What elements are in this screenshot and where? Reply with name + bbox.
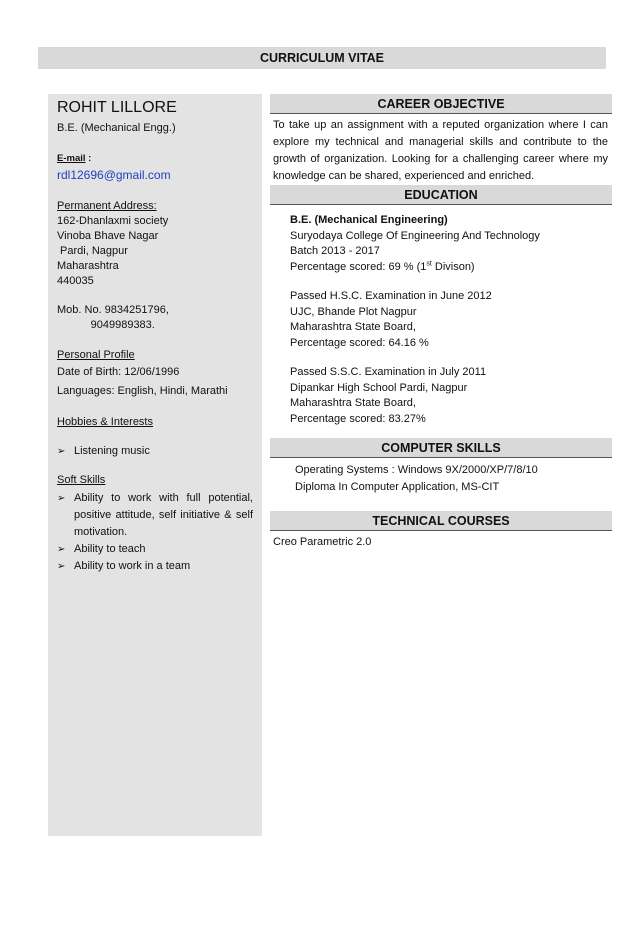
hsc-line: Maharashtra State Board, xyxy=(290,321,416,333)
be-title: B.E. (Mechanical Engineering) xyxy=(290,214,448,226)
personal-section xyxy=(57,347,253,400)
personal-profile-label: Personal Profile xyxy=(57,349,135,361)
hsc-line: Percentage scored: 64.16 % xyxy=(290,336,429,349)
hobbies-section xyxy=(57,415,253,459)
date-of-birth: Date of Birth: 12/06/1996 xyxy=(57,366,180,378)
technical-courses-list xyxy=(270,531,612,550)
languages: Languages: English, Hindi, Marathi xyxy=(57,385,228,397)
ssc-line: Dipankar High School Pardi, Nagpur xyxy=(290,381,468,394)
address-line: Pardi, Nagpur xyxy=(57,245,128,257)
mobile-section xyxy=(57,303,253,333)
soft-skills-label: Soft Skills xyxy=(57,474,106,486)
career-objective-text: To take up an assignment with a reputed organization where I can explore my technical and managerial skills and contribute to the growth of organization. Looking for a challenging career where my knowledge can be shared, experienced and enriched. xyxy=(273,119,608,182)
hsc-line: Passed H.S.C. Examination in June 2012 xyxy=(290,290,492,302)
address-line: 440035 xyxy=(57,275,94,287)
soft-skills-list xyxy=(57,490,253,575)
arrow-bullet-icon: ➢ xyxy=(57,561,66,572)
arrow-bullet-icon: ➢ xyxy=(57,446,66,457)
ssc-line: Maharashtra State Board, xyxy=(290,397,416,409)
arrow-bullet-icon: ➢ xyxy=(57,544,66,555)
list-item: Creo Parametric 2.0 xyxy=(273,536,372,548)
address-line: Vinoba Bhave Nagar xyxy=(57,230,159,242)
arrow-bullet-icon: ➢ xyxy=(57,493,66,504)
list-item: Operating Systems : Windows 9X/2000/XP/7/8/10 xyxy=(295,464,538,476)
ssc-line: Passed S.S.C. Examination in July 2011 xyxy=(290,366,487,378)
candidate-degree: B.E. (Mechanical Engg.) xyxy=(57,122,176,134)
computer-skills-list xyxy=(270,458,612,496)
career-objective-heading: CAREER OBJECTIVE xyxy=(270,94,612,114)
email-label-row xyxy=(57,151,253,166)
list-item: ➢ Ability to work in a team xyxy=(57,558,253,575)
left-sidebar xyxy=(48,94,262,836)
list-item: ➢ Listening music xyxy=(57,445,150,457)
soft-skills-section xyxy=(57,473,253,575)
education-section xyxy=(270,205,612,427)
right-column xyxy=(270,94,612,550)
address-line: 162-Dhanlaxmi society xyxy=(57,215,169,227)
cv-title: CURRICULUM VITAE xyxy=(38,47,606,69)
computer-skills-heading: COMPUTER SKILLS xyxy=(270,438,612,458)
be-batch: Batch 2013 - 2017 xyxy=(290,245,380,257)
address-line: Maharashtra xyxy=(57,260,119,272)
mobile-line: 9049989383. xyxy=(57,319,155,331)
ssc-line: Percentage scored: 83.27% xyxy=(290,412,426,425)
hsc-line: UJC, Bhande Plot Nagpur xyxy=(290,305,417,318)
email-address[interactable]: rdl12696@gmail.com xyxy=(57,168,171,182)
be-percentage: Percentage scored: 69 % (1st Divison) xyxy=(290,259,475,273)
education-heading: EDUCATION xyxy=(270,185,612,205)
hobbies-label: Hobbies & Interests xyxy=(57,416,153,428)
email-label: E-mail xyxy=(57,153,86,164)
candidate-name: ROHIT LILLORE xyxy=(57,99,177,116)
list-item: Diploma In Computer Application, MS-CIT xyxy=(295,481,500,493)
mobile-line: Mob. No. 9834251796, xyxy=(57,304,169,316)
list-item: ➢ Ability to teach xyxy=(57,541,253,558)
email-colon: : xyxy=(85,153,92,164)
address-label: Permanent Address: xyxy=(57,200,157,212)
list-item: ➢ Ability to work with full potential, positive attitude, self initiative & self motivation. xyxy=(57,492,253,538)
be-college: Suryodaya College Of Engineering And Technology xyxy=(290,229,540,242)
technical-courses-heading: TECHNICAL COURSES xyxy=(270,511,612,531)
address-section xyxy=(57,199,253,289)
hobbies-list xyxy=(57,444,253,459)
